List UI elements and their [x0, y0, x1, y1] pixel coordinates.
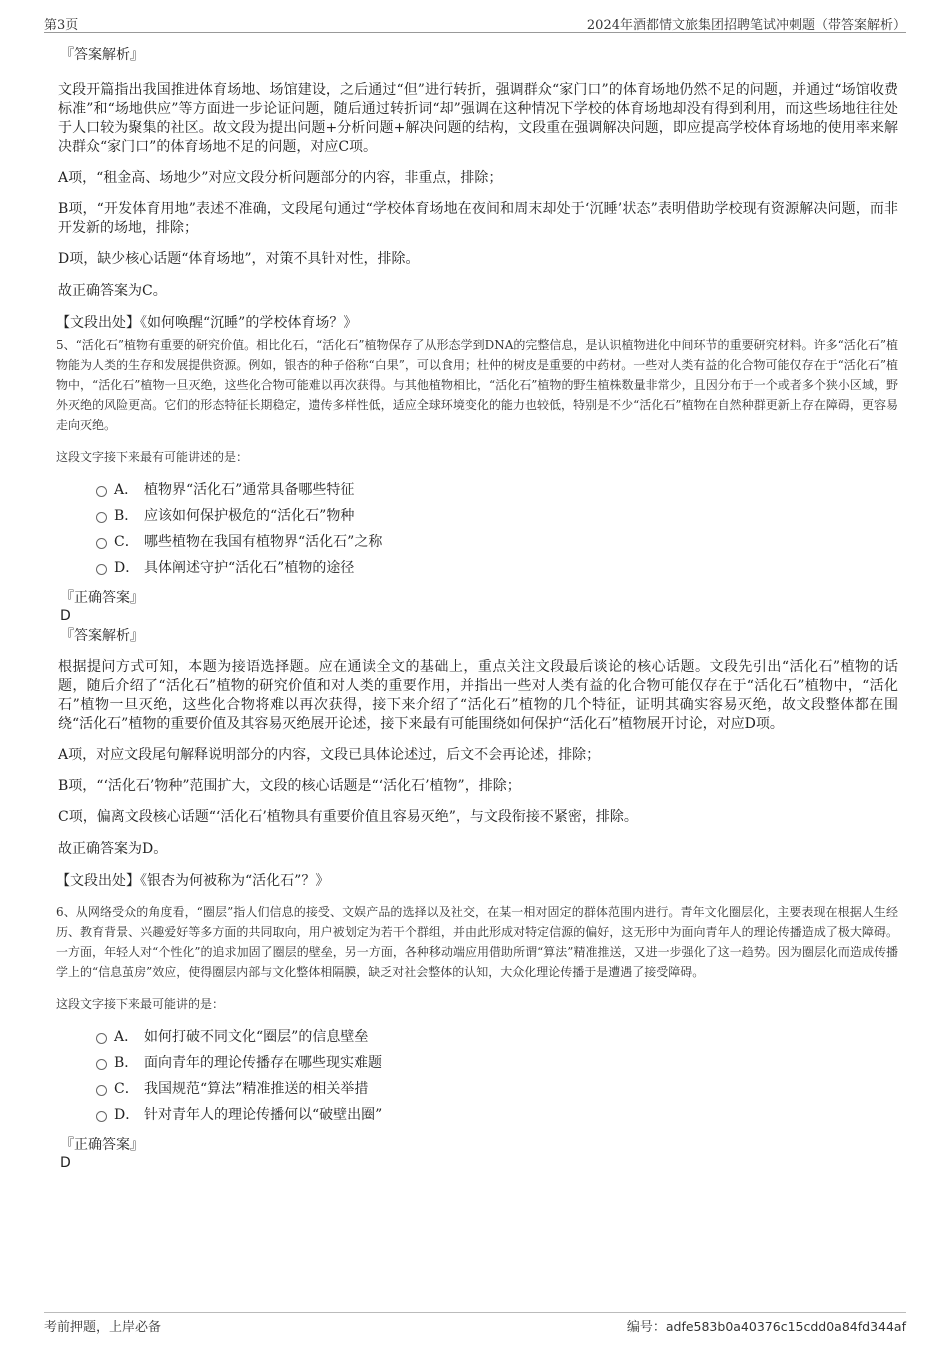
footer-code-value: adfe583b0a40376c15cdd0a84fd344af — [665, 1319, 906, 1334]
q5-answer-label: 『正确答案』 — [60, 590, 144, 606]
q6-answer: D — [60, 1155, 71, 1171]
q5-question-text: 5、“活化石”植物有重要的研究价值。相比化石，“活化石”植物保存了从形态学到DNA的完整信息，是认识植物进化中间环节的重要研究材料。许多“活化石”植物能为人类的生存和发展提供资源。例如，银杏的种子俗称“白果”，可以食用；杜仲的树皮是重要的中药材。一些对人类有益的化合物可能仅存在于“活化石”植物中，“活化石”植物一旦灭绝，这些化合物可能难以再次获得。与其他植物相比，“活化石”植物的野生植株数量非常少，且因分布于一个或者多个狭小区域，野外灭绝的风险更高。它们的形态特征长期稳定，遗传多样性低，适应全球环境变化的能力也较低，特别是不少“活化石”植物在自然种群更新上存在障碍，更容易走向灭绝。 — [56, 338, 898, 432]
q5-prompt: 这段文字接下来最有可能讲述的是： — [56, 450, 249, 464]
radio-icon[interactable] — [96, 1059, 107, 1070]
page-footer — [44, 1312, 906, 1335]
q5-option-b[interactable]: B． 应该如何保护极危的“活化石”物种 — [96, 503, 898, 529]
radio-icon[interactable] — [96, 1085, 107, 1096]
q4-option-a-analysis: A项，“租金高、场地少”对应文段分析问题部分的内容，非重点，排除； — [58, 170, 503, 186]
q5-conclusion: 故正确答案为D。 — [58, 841, 168, 857]
footer-code-label: 编号： — [626, 1320, 666, 1335]
page-number: 第3页 — [44, 18, 79, 33]
radio-icon[interactable] — [96, 538, 107, 549]
q5-option-a-analysis: A项，对应文段尾句解释说明部分的内容，文段已具体论述过，后文不会再论述，排除； — [58, 747, 601, 763]
radio-icon[interactable] — [96, 1111, 107, 1122]
q6-options — [96, 1024, 898, 1128]
q5-option-d[interactable]: D． 具体阐述守护“活化石”植物的途径 — [96, 555, 898, 581]
q6-question-text: 6、从网络受众的角度看，“圈层”指人们信息的接受、文娱产品的选择以及社交，在某一相对固定的群体范围内进行。青年文化圈层化，主要表现在根据人生经历、教育背景、兴趣爱好等多方面的共同取向，用户被划定为若干个群组，并由此形成对特定信源的偏好，这无形中为面向青年人的理论传播造成了极大障碍。一方面，年轻人对“个性化”的追求加固了圈层的壁垒，另一方面，各种移动端应用借助所谓“算法”精准推送，又进一步强化了这一趋势。因为圈层化而造成传播学上的“信息茧房”效应，使得圈层内部与文化整体相隔膜，缺乏对社会整体的认知，大众化理论传播于是遭遇了接受障碍。 — [56, 905, 898, 979]
q4-conclusion: 故正确答案为C。 — [58, 283, 167, 299]
footer-slogan: 考前押题，上岸必备 — [44, 1320, 162, 1335]
q4-analysis: 文段开篇指出我国推进体育场地、场馆建设，之后通过“但”进行转折，强调群众“家门口”的体育场地仍然不足的问题，并通过“场馆收费标准”和“场地供应”等方面进一步论证问题，随后通过转折词“却”强调在这种情况下学校的体育场地却没有得到利用，而这些场地往往处于人口较为聚集的社区。故文段为提出问题+分析问题+解决问题的结构，文段重在强调解决问题，即应提高学校体育场地的使用率来解决群众“家门口”的体育场地不足的问题，对应C项。 — [58, 82, 898, 155]
q4-analysis-label: 『答案解析』 — [60, 47, 144, 63]
q6-prompt: 这段文字接下来最可能讲的是： — [56, 997, 225, 1011]
q4-option-d-analysis: D项，缺少核心话题“体育场地”，对策不具针对性，排除。 — [58, 251, 420, 267]
footer-code — [627, 1316, 906, 1335]
q5-options — [96, 477, 898, 581]
radio-icon[interactable] — [96, 512, 107, 523]
q4-source: 【文段出处】《如何唤醒“沉睡”的学校体育场？》 — [56, 315, 358, 331]
radio-icon[interactable] — [96, 1033, 107, 1044]
q5-answer: D — [60, 608, 71, 624]
q6-answer-label: 『正确答案』 — [60, 1137, 144, 1153]
q5-analysis-label: 『答案解析』 — [60, 628, 144, 644]
q4-option-b-analysis: B项，“开发体育用地”表述不准确，文段尾句通过“学校体育场地在夜间和周末却处于‘沉睡’状态”表明借助学校现有资源解决问题，而非开发新的场地，排除； — [58, 201, 898, 236]
q6-option-d[interactable]: D． 针对青年人的理论传播何以“破壁出圈” — [96, 1102, 898, 1128]
q6-option-b[interactable]: B． 面向青年的理论传播存在哪些现实难题 — [96, 1050, 898, 1076]
q5-option-b-analysis: B项，“‘活化石’物种”范围扩大，文段的核心话题是“‘活化石’植物”，排除； — [58, 778, 521, 794]
page-header — [44, 14, 906, 33]
radio-icon[interactable] — [96, 564, 107, 575]
q5-source: 【文段出处】《银杏为何被称为“活化石”？》 — [56, 873, 330, 889]
document-title: 2024年酒都情文旅集团招聘笔试冲刺题（带答案解析） — [586, 18, 906, 33]
radio-icon[interactable] — [96, 486, 107, 497]
document-body — [56, 44, 898, 1172]
q5-option-c-analysis: C项，偏离文段核心话题“‘活化石’植物具有重要价值且容易灭绝”，与文段衔接不紧密，排除。 — [58, 809, 638, 825]
q5-option-c[interactable]: C． 哪些植物在我国有植物界“活化石”之称 — [96, 529, 898, 555]
q5-analysis: 根据提问方式可知，本题为接语选择题。应在通读全文的基础上，重点关注文段最后谈论的核心话题。文段先引出“活化石”植物的话题，随后介绍了“活化石”植物的研究价值和对人类的重要作用，并指出一些对人类有益的化合物可能仅存在于“活化石”植物中，“活化石”植物一旦灭绝，这些化合物将难以再次获得，接下来介绍了“活化石”植物的几个特征，证明其确实容易灭绝，故文段整体都在围绕“活化石”植物的重要价值及其容易灭绝展开论述，接下来最有可能围绕如何保护“活化石”植物展开讨论，对应D项。 — [58, 659, 898, 732]
q5-option-a[interactable]: A． 植物界“活化石”通常具备哪些特征 — [96, 477, 898, 503]
q6-option-a[interactable]: A． 如何打破不同文化“圈层”的信息壁垒 — [96, 1024, 898, 1050]
q6-option-c[interactable]: C． 我国规范“算法”精准推送的相关举措 — [96, 1076, 898, 1102]
